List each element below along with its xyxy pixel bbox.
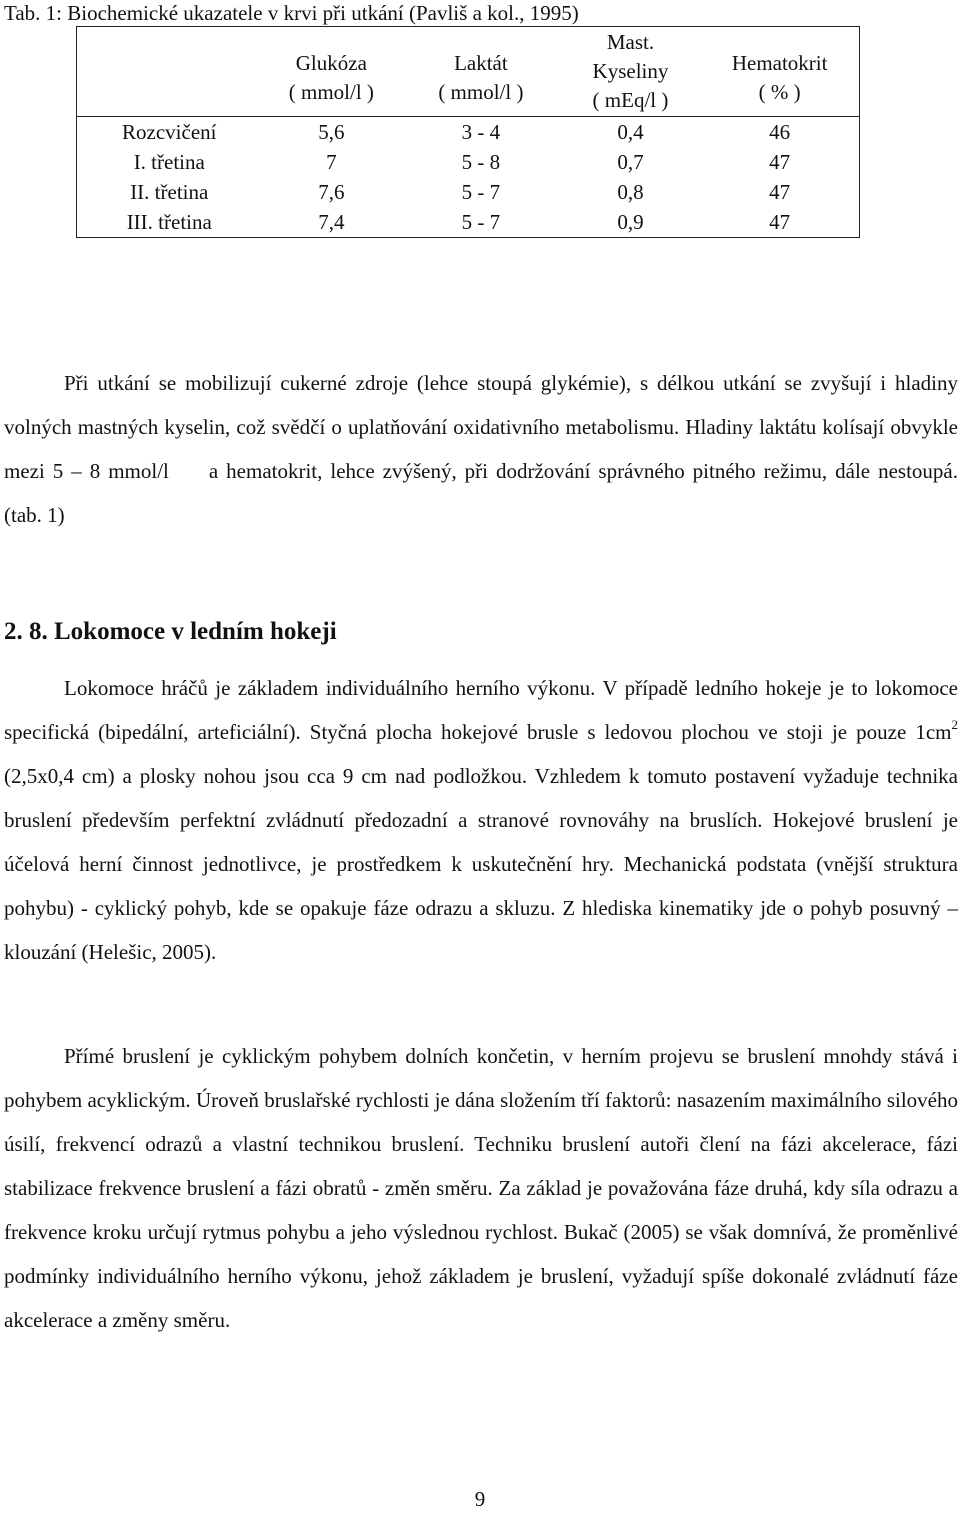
header-line: ( % ) [758,79,801,104]
table-cell: 5 - 8 [461,150,501,174]
table-cell: 5,6 [318,120,345,144]
row-label: II. třetina [130,180,209,204]
paragraph-text: (2,5x0,4 cm) a plosky nohou jsou cca 9 cm nad podložkou. Vzhledem k tomuto postavení vyžaduje technika bruslení především perfektní zvládnutí předozadní a stranové rovnováhy na bruslích. Hokejové bruslení je účelová herní činnost jednotlivce, je prostředkem k uskutečnění hry. Mechanická podstata (vnější struktura pohybu) - cyklický pohyb, kde se opakuje fáze odrazu a skluzu. Z hlediska kinematiky jde o pohyb posuvný – klouzání (Helešic, 2005). [4,764,958,964]
table-cell: 3 - 4 [461,120,501,144]
header-line: Glukóza [295,50,367,75]
table-row [77,147,860,177]
table-cell: 0,8 [617,180,644,204]
table-cell: 47 [769,210,791,234]
paragraph-skating [4,1034,958,1342]
row-label: I. třetina [133,150,205,174]
header-line: Mast. [606,30,655,54]
table-cell: 47 [769,150,791,174]
table-cell: 5 - 7 [461,180,501,204]
header-line: Hematokrit [731,50,828,75]
header-line: ( mEq/l ) [592,88,669,112]
table-row [77,207,860,238]
page-number: 9 [474,1487,486,1511]
paragraph-locomotion [4,666,958,974]
table-cell: 7,6 [318,180,345,204]
paragraph-biochemistry [4,361,958,537]
table-cell: 46 [769,120,791,144]
paragraph-text: Lokomoce hráčů je základem individuálního herního výkonu. V případě ledního hokeje je to lokomoce specifická (bipedální, arteficiální). Styčná plocha hokejové brusle s ledovou plochou ve stoji je pouze 1cm [4,676,958,744]
table-cell: 7 [326,150,337,174]
paragraph-text: Přímé bruslení je cyklickým pohybem dolních končetin, v herním projevu se bruslení mnohdy stává i pohybem acyklickým. Úroveň bruslařské rychlosti je dána složením tří faktorů: nasazením maximálního silového úsilí, frekvencí odrazů a vlastní technikou bruslení. Techniku bruslení autoři člení na fázi akcelerace, fázi stabilizace frekvence bruslení a fázi obratů - změn směru. Za základ je považována fáze druhá, kdy síla odrazu a frekvence kroku určují rytmus pohybu a jeho výslednou rychlost. Bukač (2005) se však domnívá, že proměnlivé podmínky individuálního herního výkonu, jehož základem je bruslení, vyžadují spíše dokonalé zvládnutí fáze akcelerace a změny směru. [4,1044,958,1332]
table-header-cell [561,27,701,117]
table-cell: 7,4 [318,210,345,234]
paragraph-text: a hematokrit, lehce zvýšený, při dodržování správného pitného režimu, dále nestoupá. (tab. 1) [4,459,958,527]
table-header-cell [700,27,859,117]
table-caption: Tab. 1: Biochemické ukazatele v krvi při utkání (Pavliš a kol., 1995) [4,1,579,25]
table-header-cell [401,27,560,117]
paragraph-text: Při utkání se mobilizují cukerné zdroje (lehce stoupá glykémie), s délkou utkání se zvyšují i hladiny volných mastných kyselin, což svědčí o uplatňování oxidativního metabolismu. Hladiny laktátu kolísají obvykle mezi 5 – 8 mmol/l [4,371,958,483]
table-row [77,117,860,148]
row-label: Rozcvičení [122,120,217,144]
table-cell: 47 [769,180,791,204]
table-cell: 0,7 [617,150,644,174]
section-heading: 2. 8. Lokomoce v ledním hokeji [4,618,337,645]
header-line: ( mmol/l ) [288,79,374,104]
table-cell: 0,9 [617,210,644,234]
table-header-empty [77,27,262,117]
table-row [77,177,860,207]
table-header-cell [262,27,402,117]
header-line: Laktát [454,50,508,75]
header-line: Kyseliny [592,59,669,83]
table-cell: 0,4 [617,120,644,144]
table-header-row [77,27,860,117]
row-label: III. třetina [126,210,212,234]
header-line: ( mmol/l ) [438,79,524,104]
superscript: 2 [951,717,958,732]
biochemical-table [76,26,860,238]
table-cell: 5 - 7 [461,210,501,234]
